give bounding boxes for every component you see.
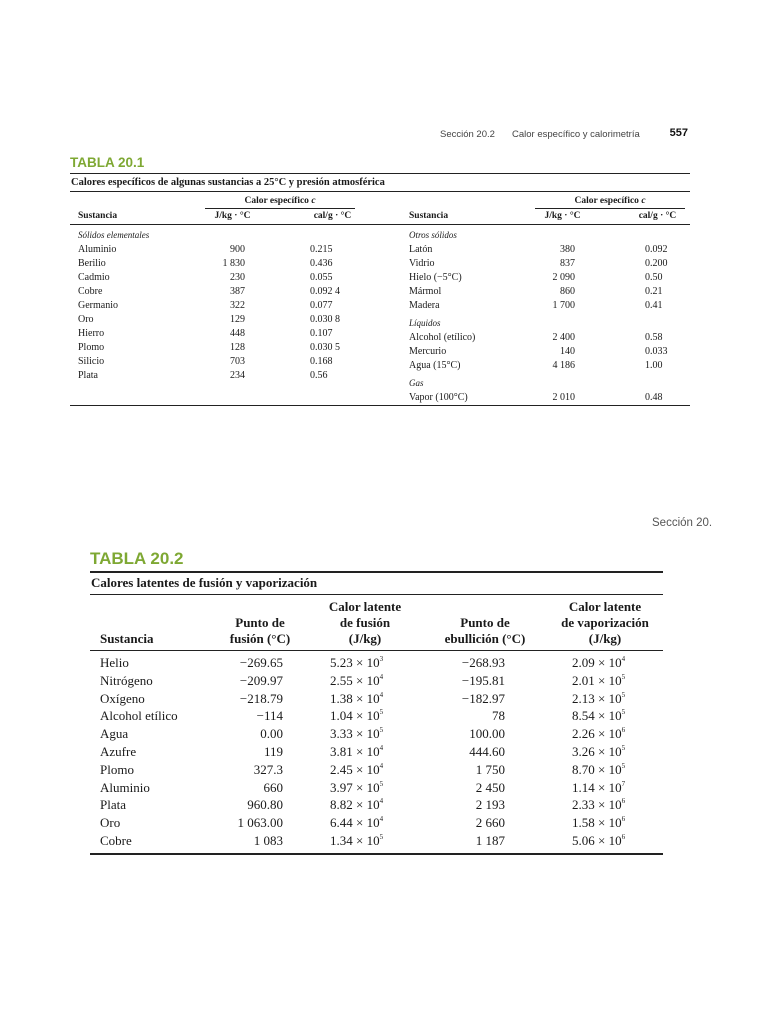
table2-cell-fusion-point: −269.65 bbox=[239, 655, 283, 670]
table1-right-row-name: Alcohol (etílico) bbox=[409, 332, 476, 343]
table1-left-row-cal: 0.107 bbox=[310, 328, 333, 339]
table1-left-row-cal: 0.055 bbox=[310, 272, 333, 283]
table1-right-row-cal: 0.033 bbox=[645, 346, 668, 357]
table2-cell-vapor-heat-exponent: 4 bbox=[621, 654, 626, 663]
table2-cell-vapor-heat-mantissa: 2.33 × 10 bbox=[572, 797, 622, 812]
table2-label: TABLA 20.2 bbox=[90, 549, 184, 568]
table2-col-fusion-point-line1: Punto de bbox=[235, 615, 285, 630]
variable-c: c bbox=[641, 196, 646, 206]
table2-cell-name: Helio bbox=[100, 655, 129, 670]
table1-left-row-name: Aluminio bbox=[78, 244, 117, 255]
table2-cell-vapor-heat bbox=[572, 725, 625, 743]
table2-cell-vapor-heat-exponent: 5 bbox=[621, 672, 626, 681]
table1-left-col-sustancia: Sustancia bbox=[78, 211, 118, 221]
table2-col-fusion-heat-line3: (J/kg) bbox=[348, 631, 382, 646]
table2-cell-name: Plomo bbox=[100, 762, 134, 777]
table1-right-section-title: Otros sólidos bbox=[409, 230, 457, 240]
table2-cell-vapor-heat bbox=[572, 779, 625, 797]
table1-left-col-jkg: J/kg · °C bbox=[214, 211, 251, 221]
table1-right-row-j: 837 bbox=[560, 258, 575, 269]
table2-col-vapor-heat bbox=[545, 599, 665, 647]
table2-col-vapor-heat-line3: (J/kg) bbox=[588, 631, 622, 646]
table2-cell-fusion-heat-mantissa: 2.55 × 10 bbox=[330, 673, 380, 688]
table1-right-row-name: Agua (15°C) bbox=[409, 360, 461, 371]
table2-cell-fusion-heat-exponent: 4 bbox=[379, 672, 384, 681]
table2-cell-vapor-heat-mantissa: 1.58 × 10 bbox=[572, 815, 622, 830]
table2-header-rule bbox=[90, 650, 663, 651]
table2-col-fusion-heat bbox=[310, 599, 420, 647]
table1-left-col-calg: cal/g · °C bbox=[313, 211, 352, 221]
table2-cell-fusion-heat-mantissa: 3.97 × 10 bbox=[330, 780, 380, 795]
table1-left-row-j: 1 830 bbox=[222, 258, 245, 269]
table2-cell-fusion-heat-mantissa: 1.34 × 10 bbox=[330, 833, 380, 848]
table1-right-row-cal: 0.58 bbox=[645, 332, 663, 343]
table1-right-section-title: Líquidos bbox=[409, 318, 441, 328]
table1-right-col-jkg: J/kg · °C bbox=[544, 211, 581, 221]
table1-right-row-j: 860 bbox=[560, 286, 575, 297]
table1-right-row-cal: 0.50 bbox=[645, 272, 663, 283]
table2-cell-vapor-heat-mantissa: 1.14 × 10 bbox=[572, 780, 622, 795]
table2-cell-name: Alcohol etílico bbox=[100, 708, 178, 723]
table1-label: TABLA 20.1 bbox=[70, 155, 145, 170]
table1-left-row-cal: 0.168 bbox=[310, 356, 333, 367]
table1-right-row-cal: 0.200 bbox=[645, 258, 668, 269]
table2-cell-vapor-heat bbox=[572, 690, 625, 708]
table2-cell-vapor-heat-mantissa: 8.70 × 10 bbox=[572, 762, 622, 777]
table2-cell-fusion-heat-mantissa: 3.81 × 10 bbox=[330, 744, 380, 759]
table2-col-boiling-point-line1: Punto de bbox=[460, 615, 510, 630]
table2-cell-name: Agua bbox=[100, 726, 129, 741]
table1-left-row-name: Cadmio bbox=[78, 272, 110, 283]
table1-left-row-cal: 0.092 4 bbox=[310, 286, 340, 297]
table2-cell-fusion-point: 1 063.00 bbox=[237, 815, 283, 830]
table2-cell-fusion-heat-exponent: 5 bbox=[379, 725, 384, 734]
table2-cell-boiling-point: 2 660 bbox=[475, 815, 505, 830]
table1-left-row-name: Hierro bbox=[78, 328, 105, 339]
table2-cell-boiling-point: 1 187 bbox=[475, 833, 505, 848]
table2-cell-fusion-heat bbox=[330, 814, 383, 832]
table1-left-row-name: Plomo bbox=[78, 342, 105, 353]
table1-left-row-name: Silicio bbox=[78, 356, 105, 367]
table2-cell-vapor-heat-exponent: 6 bbox=[621, 796, 626, 805]
table2-cell-fusion-heat bbox=[330, 672, 383, 690]
table2-cell-fusion-heat-exponent: 4 bbox=[379, 796, 384, 805]
table1-top-rule bbox=[70, 173, 690, 174]
table2-cell-fusion-heat-exponent: 4 bbox=[379, 690, 384, 699]
table1-right-group-header bbox=[535, 195, 685, 207]
table2-cell-name: Cobre bbox=[100, 833, 132, 848]
table1-right-row-name: Latón bbox=[409, 244, 433, 255]
table2-cell-fusion-point: −209.97 bbox=[239, 673, 283, 688]
table1-left-row-cal: 0.030 5 bbox=[310, 342, 340, 353]
table1-left-row-j: 234 bbox=[230, 370, 245, 381]
table2-cell-boiling-point: −268.93 bbox=[461, 655, 505, 670]
table2-cell-boiling-point: 444.60 bbox=[469, 744, 505, 759]
table2-cell-fusion-point: 327.3 bbox=[253, 762, 283, 777]
table2-cell-vapor-heat bbox=[572, 654, 625, 672]
table2-cell-boiling-point: 1 750 bbox=[475, 762, 505, 777]
table1-right-row-cal: 0.48 bbox=[645, 392, 663, 403]
table2-top-rule bbox=[90, 571, 663, 573]
table2-cell-vapor-heat bbox=[572, 761, 625, 779]
table2-cell-vapor-heat-mantissa: 2.13 × 10 bbox=[572, 691, 622, 706]
table2-cell-fusion-point: −218.79 bbox=[239, 691, 283, 706]
table1-right-group-rule bbox=[535, 208, 685, 209]
table2-cell-fusion-heat bbox=[330, 796, 383, 814]
cropped-section-header: Sección 20. bbox=[652, 517, 713, 529]
table2-cell-vapor-heat-exponent: 6 bbox=[621, 832, 626, 841]
table2-cell-vapor-heat bbox=[572, 672, 625, 690]
table2-cell-fusion-heat-mantissa: 3.33 × 10 bbox=[330, 726, 380, 741]
table1-left-row-cal: 0.215 bbox=[310, 244, 333, 255]
table2-cell-boiling-point: 100.00 bbox=[469, 726, 505, 741]
table1-left-row-cal: 0.077 bbox=[310, 300, 333, 311]
table1-left-row-j: 387 bbox=[230, 286, 245, 297]
table2-caption: Calores latentes de fusión y vaporización bbox=[91, 575, 318, 590]
table1-right-row-j: 140 bbox=[560, 346, 575, 357]
table2-col-vapor-heat-line2: de vaporización bbox=[561, 615, 649, 630]
table2-cell-fusion-heat-mantissa: 1.38 × 10 bbox=[330, 691, 380, 706]
table1-left-section-title: Sólidos elementales bbox=[78, 230, 150, 240]
table1-right-row-name: Hielo (−5°C) bbox=[409, 272, 462, 283]
table1-left-group-header-text: Calor específico c bbox=[244, 196, 316, 206]
table2-cell-vapor-heat-exponent: 6 bbox=[621, 725, 626, 734]
table1-right-row-j: 2 400 bbox=[552, 332, 575, 343]
table2-cell-vapor-heat-mantissa: 8.54 × 10 bbox=[572, 708, 622, 723]
table2-cell-fusion-heat bbox=[330, 743, 383, 761]
table2-cell-fusion-point: −114 bbox=[256, 708, 283, 723]
table1-right-row-cal: 0.092 bbox=[645, 244, 668, 255]
table2-cell-name: Aluminio bbox=[100, 780, 150, 795]
running-header bbox=[440, 127, 690, 143]
table1-left-row-name: Cobre bbox=[78, 286, 103, 297]
table1-left-row-j: 322 bbox=[230, 300, 245, 311]
table2-cell-vapor-heat bbox=[572, 796, 625, 814]
table2-cell-fusion-heat-exponent: 5 bbox=[379, 707, 384, 716]
table2-cell-name: Oro bbox=[100, 815, 121, 830]
table2-cell-fusion-heat-mantissa: 5.23 × 10 bbox=[330, 655, 380, 670]
table2-cell-vapor-heat-mantissa: 2.26 × 10 bbox=[572, 726, 622, 741]
table2-cell-fusion-heat-mantissa: 6.44 × 10 bbox=[330, 815, 380, 830]
table2-cell-vapor-heat-mantissa: 5.06 × 10 bbox=[572, 833, 622, 848]
table2-cell-vapor-heat bbox=[572, 743, 625, 761]
table2-cell-name: Oxígeno bbox=[100, 691, 145, 706]
table2-cell-vapor-heat-exponent: 5 bbox=[621, 707, 626, 716]
table1-right-col-calg: cal/g · °C bbox=[638, 211, 677, 221]
table1-right-row-name: Mármol bbox=[409, 286, 442, 297]
table2-cell-fusion-heat-exponent: 5 bbox=[379, 779, 384, 788]
table1-right-row-name: Mercurio bbox=[409, 346, 447, 357]
table2-cell-fusion-heat-exponent: 4 bbox=[379, 743, 384, 752]
table2-cell-fusion-heat-exponent: 3 bbox=[379, 654, 384, 663]
table2-cell-fusion-point: 0.00 bbox=[260, 726, 283, 741]
table1-left-row-name: Plata bbox=[78, 370, 98, 381]
table1-right-row-cal: 1.00 bbox=[645, 360, 663, 371]
variable-c: c bbox=[311, 196, 316, 206]
table2-cell-boiling-point: 78 bbox=[492, 708, 505, 723]
table1-caption-rule bbox=[70, 191, 690, 192]
table1-right-row-j: 2 010 bbox=[552, 392, 575, 403]
table2-col-fusion-point bbox=[210, 615, 310, 647]
table2-cell-vapor-heat-exponent: 5 bbox=[621, 690, 626, 699]
table1-right-row-j: 380 bbox=[560, 244, 575, 255]
table2-cell-name: Azufre bbox=[100, 744, 137, 759]
table2-cell-boiling-point: 2 193 bbox=[475, 797, 505, 812]
table1-left-row-cal: 0.436 bbox=[310, 258, 333, 269]
table2-cell-fusion-point: 1 083 bbox=[253, 833, 283, 848]
table2-col-fusion-heat-line1: Calor latente bbox=[328, 599, 402, 614]
table2-cell-fusion-heat bbox=[330, 707, 383, 725]
table1-right-section-title: Gas bbox=[409, 378, 424, 388]
table2-cell-vapor-heat-mantissa: 2.09 × 10 bbox=[572, 655, 622, 670]
table2-cell-vapor-heat bbox=[572, 814, 625, 832]
table1-left-row-name: Oro bbox=[78, 314, 94, 325]
table1-left-row-cal: 0.030 8 bbox=[310, 314, 340, 325]
table2-cell-fusion-point: 960.80 bbox=[247, 797, 283, 812]
table1-left-row-j: 900 bbox=[230, 244, 245, 255]
page-number: 557 bbox=[669, 127, 688, 139]
table2-cell-fusion-heat bbox=[330, 832, 383, 850]
table1-left-row-j: 448 bbox=[230, 328, 245, 339]
table2-cell-vapor-heat-mantissa: 2.01 × 10 bbox=[572, 673, 622, 688]
table2-cell-vapor-heat bbox=[572, 707, 625, 725]
table2-cell-vapor-heat bbox=[572, 832, 625, 850]
table2-cell-name: Nitrógeno bbox=[100, 673, 153, 688]
table1-caption: Calores específicos de algunas sustancias a 25°C y presión atmosférica bbox=[71, 177, 385, 188]
table2-cell-vapor-heat-exponent: 6 bbox=[621, 814, 626, 823]
table2-cell-fusion-heat bbox=[330, 761, 383, 779]
table1-left-row-j: 703 bbox=[230, 356, 245, 367]
table2-col-boiling-point-line2: ebullición (°C) bbox=[444, 631, 526, 646]
table2-cell-vapor-heat-mantissa: 3.26 × 10 bbox=[572, 744, 622, 759]
table1-left-row-name: Berilio bbox=[78, 258, 106, 269]
table1-left-row-j: 128 bbox=[230, 342, 245, 353]
table2-cell-vapor-heat-exponent: 5 bbox=[621, 743, 626, 752]
table2-cell-fusion-heat bbox=[330, 779, 383, 797]
table2-cell-fusion-heat-mantissa: 2.45 × 10 bbox=[330, 762, 380, 777]
table2-cell-fusion-heat-exponent: 4 bbox=[379, 814, 384, 823]
table2-cell-boiling-point: 2 450 bbox=[475, 780, 505, 795]
table1-right-row-cal: 0.41 bbox=[645, 300, 663, 311]
table2-cell-fusion-heat-mantissa: 8.82 × 10 bbox=[330, 797, 380, 812]
table1-bottom-rule bbox=[70, 405, 690, 406]
table2-cell-vapor-heat-exponent: 5 bbox=[621, 761, 626, 770]
table2-cell-fusion-heat-exponent: 4 bbox=[379, 761, 384, 770]
table1-left-row-name: Germanio bbox=[78, 300, 118, 311]
table2-caption-rule bbox=[90, 594, 663, 595]
table2-bottom-rule bbox=[90, 853, 663, 855]
table1-left-row-j: 230 bbox=[230, 272, 245, 283]
table1-right-group-header-text: Calor específico c bbox=[574, 196, 646, 206]
table1-right-row-j: 1 700 bbox=[552, 300, 575, 311]
table2-cell-boiling-point: −195.81 bbox=[461, 673, 505, 688]
table1-header-rule bbox=[70, 224, 690, 225]
table2-cell-fusion-heat-exponent: 5 bbox=[379, 832, 384, 841]
table1-left-group-rule bbox=[205, 208, 355, 209]
table2-cell-fusion-heat bbox=[330, 725, 383, 743]
running-header-section: Sección 20.2 bbox=[440, 129, 495, 140]
table1-right-row-j: 2 090 bbox=[552, 272, 575, 283]
table2-cell-name: Plata bbox=[100, 797, 126, 812]
table1-left-row-j: 129 bbox=[230, 314, 245, 325]
table2-cell-fusion-heat-mantissa: 1.04 × 10 bbox=[330, 708, 380, 723]
table2-col-fusion-point-line2: fusión (°C) bbox=[229, 631, 291, 646]
table2-cell-vapor-heat-exponent: 7 bbox=[621, 779, 626, 788]
table2-cell-boiling-point: −182.97 bbox=[461, 691, 505, 706]
table1-right-row-name: Madera bbox=[409, 300, 440, 311]
table1-left-group-header bbox=[205, 195, 355, 207]
table2-col-vapor-heat-line1: Calor latente bbox=[568, 599, 642, 614]
table2-cell-fusion-point: 660 bbox=[263, 780, 283, 795]
table2-cell-fusion-heat bbox=[330, 690, 383, 708]
table2-cell-fusion-heat bbox=[330, 654, 383, 672]
table1-right-row-name: Vapor (100°C) bbox=[409, 392, 468, 403]
table2-col-boiling-point bbox=[425, 615, 545, 647]
table1-left-row-cal: 0.56 bbox=[310, 370, 328, 381]
table2-cell-fusion-point: 119 bbox=[263, 744, 283, 759]
table1-right-row-j: 4 186 bbox=[552, 360, 575, 371]
table1-right-col-sustancia: Sustancia bbox=[409, 211, 449, 221]
table1-right-row-cal: 0.21 bbox=[645, 286, 663, 297]
table1-right-row-name: Vidrio bbox=[409, 258, 435, 269]
running-header-title: Calor específico y calorimetría bbox=[512, 129, 640, 140]
table2-col-fusion-heat-line2: de fusión bbox=[339, 615, 391, 630]
table2-col-sustancia: Sustancia bbox=[100, 631, 154, 646]
